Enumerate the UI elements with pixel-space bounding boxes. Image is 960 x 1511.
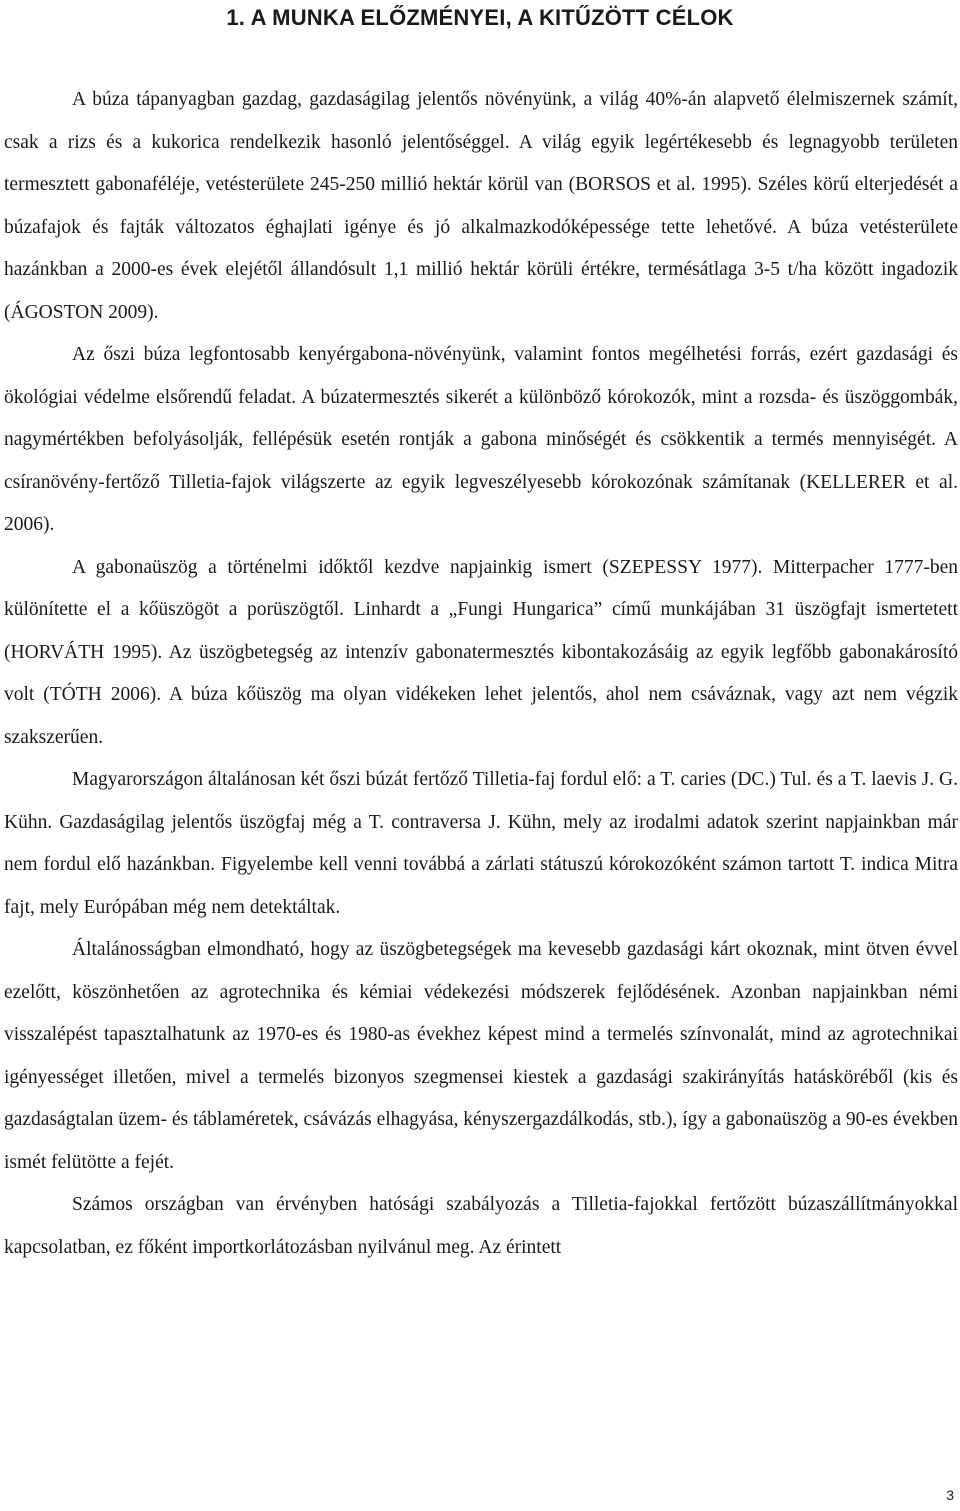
paragraph-1: A búza tápanyagban gazdag, gazdaságilag jelentős növényünk, a világ 40%-án alapvető élelmiszernek számít, csak a rizs és a kukorica rendelkezik hasonló jelentőséggel. A világ egyik legértékesebb és legnagyobb területen termesztett gabonaféléje, vetésterülete 245-250 millió hektár körül van (BORSOS et al. 1995). Széles körű elterjedését a búzafajok és fajták változatos éghajlati igénye és jó alkalmazkodóképessége tette lehetővé. A búza vetésterülete hazánkban a 2000-es évek elejétől állandósult 1,1 millió hektár körüli értékre, termésátlaga 3-5 t/ha között ingadozik (ÁGOSTON 2009). [4,89,958,323]
page-number: 3 [946,1487,954,1503]
paragraph-4: Magyarországon általánosan két őszi búzát fertőző Tilletia-faj fordul elő: a T. caries (DC.) Tul. és a T. laevis J. G. Kühn. Gazdaságilag jelentős üszögfaj még a T. contraversa J. Kühn, mely az irodalmi adatok szerint napjainkban már nem fordul elő hazánkban. Figyelembe kell venni továbbá a zárlati státuszú kórokozóként számon tartott T. indica Mitra fajt, mely Európában még nem detektáltak. [4,769,958,918]
paragraph-3: A gabonaüszög a történelmi időktől kezdve napjainkig ismert (SZEPESSY 1977). Mitterpacher 1777-ben különítette el a kőüszögöt a porüszögtől. Linhardt a „Fungi Hungarica” című munkájában 31 üszögfajt ismertetett (HORVÁTH 1995). Az üszögbetegség az intenzív gabonatermesztés kibontakozásáig az egyik legfőbb gabonakárosító volt (TÓTH 2006). A búza kőüszög ma olyan vidékeken lehet jelentős, ahol nem csáváznak, vagy azt nem végzik szakszerűen. [4,556,958,748]
paragraph-5: Általánosságban elmondható, hogy az üszögbetegségek ma kevesebb gazdasági kárt okoznak, mint ötven évvel ezelőtt, köszönhetően az agrotechnika és kémiai védekezési módszerek fejlődésének. Azonban napjainkban némi visszalépést tapasztalhatunk az 1970-es és 1980-as évekhez képest mind a termelés színvonalát, mind az agrotechnikai igényességet illetően, mivel a termelés bizonyos szegmensei kiestek a gazdasági szakirányítás hatásköréből (kis és gazdaságtalan üzem- és táblaméretek, csávázás elhagyása, kényszergazdálkodás, stb.), így a gabonaüszög a 90-es években ismét felütötte a fejét. [4,939,958,1173]
paragraph-2: Az őszi búza legfontosabb kenyérgabona-növényünk, valamint fontos megélhetési forrás, ezért gazdasági és ökológiai védelme elsőrendű feladat. A búzatermesztés sikerét a különböző kórokozók, mint a rozsda- és üszöggombák, nagymértékben befolyásolják, fellépésük esetén rontják a gabona minőségét és csökkentik a termés mennyiségét. A csíranövény-fertőző Tilletia-fajok világszerte az egyik legveszélyesebb kórokozónak számítanak (KELLERER et al. 2006). [4,344,958,535]
body-text [4,79,958,1269]
paragraph-6: Számos országban van érvényben hatósági szabályozás a Tilletia-fajokkal fertőzött búzaszállítmányokkal kapcsolatban, ez főként importkorlátozásban nyilvánul meg. Az érintett [4,1194,958,1258]
section-heading: 1. A MUNKA ELŐZMÉNYEI, A KITŰZÖTT CÉLOK [226,5,734,30]
